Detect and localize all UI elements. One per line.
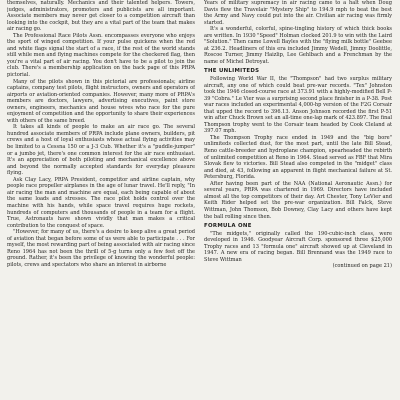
body-paragraph: The Professional Race Pilots Assn. encompasses everyone who enjoys the sport of winged competition. If your pulse quickens when the red and white flags signal the start of a race, if the rest of the world stands still while men and flying machines compete for the checkered flag, then you're a vital part of air racing. You don't have to be a pilot to join the club. There's a membership application on the back page of this PRPA pictorial. xyxy=(7,32,195,79)
body-paragraph: themselves, naturally. Mechanics and their talented helpers. Towers, judges, administrators, promoters and publicists are all important. Associate members may never get closer to a competition aircraft than looking into the cockpit, but they are a vital part of the team that makes air racing go. xyxy=(7,0,195,33)
body-paragraph: The Thompson Trophy race ended in 1949 and the "big bore" unlimiteds collected dust, for the most part, until the late Bill Stead, Reno cattle-breeder and hydroplane champion, spearheaded the rebirth of unlimited competition at Reno in 1964. Stead served as FBF that Mira Slovak flew to victories. Bill Stead also competed in the "midget" class and died, at 43, following an apparent in flight mechanical failure at St. Petersburg, Florida. xyxy=(204,134,392,181)
body-paragraph: After having been part of the NAA (National Aeronautic Assn.) for several years, PRPA was chartered in 1969. Directors have included almost all the top competitors of their day. Art Chester, Tony LeVier and Keith Rider helped set the pre-war organization. Bill Falck, Steve Wittman, John Thomson, Bob Downey, Clay Lacy and others have kept the ball rolling since then. xyxy=(204,180,392,220)
body-paragraph: It's a wonderful, colorful, spine-tingling history of which thick books are written. In 1930 "Speed" Holman clocked 201.9 to win with the Laird "Solution." Then came Lowell Bayles with the "flying milk bottle" Geebee at 236.2. Headliners of this era included Jimmy Wedell, Jimmy Doolittle, Roscoe Turner, Jimmy Haizlip, Lee Gehlbach and a Frenchman by the name of Michel Detroyat. xyxy=(204,26,392,65)
body-paragraph: Ask Clay Lacy, PRPA President, competitor and airline captain, why people race propeller airplanes in the age of lunar travel. He'll reply, "In air racing the man and machine are equal, each being capable of about the same loads and stresses. The race pilot holds control over the machine with his hands, while space travel requires huge rockets, hundreds of computers and thousands of people in a team for a flight. True, Astronauts have shown vividly that man makes a critical contribution to the conquest of space. xyxy=(7,176,195,229)
body-paragraph: Following World War II, the "Thompson" had two surplus military aircraft, any one of which could beat pre-war records. "Tex" Johnston took the 1946 closed-course race at 373.91 with a highly-modified Bell P-39 "Cobra." Le Vier was a surprising second place finisher in a P-38. Post war races included an experimental 4,000-hp version of the F2G Corsair that upped the record to 396.13. Anson Johnson recorded the first P-51 win after Chuck Brown set an all-time one-lap mark of 423.897. The final Thompson trophy went to the Corsair team headed by Cook Cleland at 397.07 mph. xyxy=(204,76,392,135)
body-paragraph: Many of the pilots shown in this pictorial are professionals; airline captains, company test pilots, flight instructors, owners and operators of airports or aviation-oriented companies. However, many more of PRPA's members are doctors, lawyers, advertising executives, paint store owners, engineers, mechanics and house wives who race for the pure enjoyment of competition and the opportunity to share their experiences with others of the same breed. xyxy=(7,78,195,124)
body-paragraph: It takes all kinds of people to make an air race go. The several hundred associate members of PRPA include plane owners, builders, pit crews and a host of loyal enthusiasts whose actual flying activities may be limited to a Cessna 150 or a J-3 Cub. Whether it's a "puddle-jumper" or a jumbo jet, there's one common interest for the air race enthusiast. It's an appreciation of both piloting and mechanical excellence above and beyond the normally accepted standards for everyday pleasure flying. xyxy=(7,124,195,177)
body-paragraph: "The midgets," originally called the 190-cubic-inch class, were developed in 1946. Goodyear Aircraft Corp. sponsored three $25,000 Trophy races and 13 "formula one" aircraft showed up at Cleveland in 1947. A new era of racing began. Bill Brennand was the 1949 race to Steve Wittman xyxy=(204,230,392,263)
section-heading-unlimiteds: THE UNLIMITEDS xyxy=(204,68,260,75)
continued-note: (continued on page 21) xyxy=(332,263,392,270)
body-paragraph: "However, for many of us, there's a desire to keep alive a great period of aviation that began before some of us were able to participate . . . For myself, the most rewarding part of being associated with air racing since Reno 1964 has not been the thrill of 5-g turns only a few feet off the ground. Rather, it's been the privilege of knowing the wonderful people: pilots, crews and spectators who share an interest in airborne xyxy=(7,229,195,268)
left-column xyxy=(7,0,195,400)
right-column xyxy=(204,0,392,400)
body-paragraph: Years of military supremacy in air racing came to a halt when Doug Davis flew the Travelair "Mystery Ship" to 194.9 mph to beat the best the Army and Navy could put into the air. Civilian air racing was firmly started. xyxy=(204,0,392,26)
section-heading-formula-one: FORMULA ONE xyxy=(204,223,252,230)
